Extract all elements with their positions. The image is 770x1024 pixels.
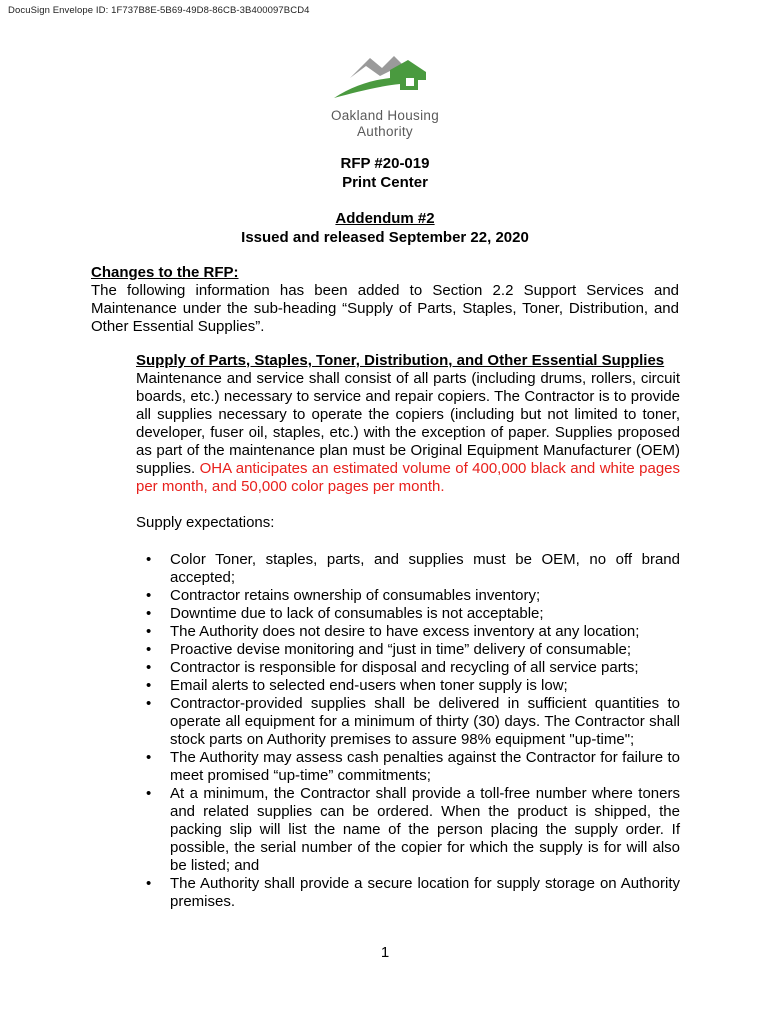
list-item: • At a minimum, the Contractor shall provide a toll-free number where toners and related supplies can be ordered. When the product is shipped, the packing slip will list the name of the person placing the supply order. If possible, the serial number of the copier for which the supply is for will also be listed; and bbox=[146, 785, 680, 874]
changes-paragraph: The following information has been added to Section 2.2 Support Services and Maintenance under the sub-heading “Supply of Parts, Staples, Toner, Distribution, and Other Essential Supplies”. bbox=[91, 282, 679, 335]
changes-heading bbox=[91, 264, 679, 282]
bullet-icon: • bbox=[146, 605, 152, 622]
bullet-icon: • bbox=[146, 587, 152, 604]
bullet-icon: • bbox=[146, 551, 152, 568]
list-item: • Proactive devise monitoring and “just in time” delivery of consumable; bbox=[146, 641, 632, 658]
page-number: 1 bbox=[380, 944, 390, 961]
list-item: • Contractor-provided supplies shall be delivered in sufficient quantities to operate all equipment for a minimum of thirty (30) days. The Contractor shall stock parts on Authority premises to assure 98% equipment "up-time"; bbox=[146, 695, 680, 748]
addendum-heading bbox=[0, 210, 770, 228]
bullet-icon: • bbox=[146, 677, 152, 694]
list-item: • The Authority shall provide a secure location for supply storage on Authority premises. bbox=[146, 875, 680, 910]
issued-date: Issued and released September 22, 2020 bbox=[241, 229, 529, 246]
house-mountain-logo-icon bbox=[332, 52, 438, 104]
bullet-icon: • bbox=[146, 659, 152, 676]
list-item: • Color Toner, staples, parts, and supplies must be OEM, no off brand accepted; bbox=[146, 551, 680, 586]
org-name-line2: Authority bbox=[357, 124, 413, 139]
bullet-icon: • bbox=[146, 785, 152, 802]
bullet-icon: • bbox=[146, 641, 152, 658]
supply-text: Maintenance and service shall consist of all parts (including drums, rollers, circuit boards, etc.) necessary to service and repair copiers. The Contractor is to provide all supplies necessary to operate the copiers (including but not limited to toner, developer, fuser oil, staples, etc.) with the exception of paper. Supplies proposed as part of the maintenance plan must be Original Equipment Manufacturer (OEM) supplies. bbox=[136, 370, 680, 477]
bullet-icon: • bbox=[146, 875, 152, 892]
addendum-label: Addendum #2 bbox=[335, 210, 435, 227]
supply-heading-text: Supply of Parts, Staples, Toner, Distribution, and Other Essential Supplies bbox=[136, 352, 665, 369]
list-item: • Contractor is responsible for disposal and recycling of all service parts; bbox=[146, 659, 639, 676]
bullet-icon: • bbox=[146, 749, 152, 766]
rfp-number: RFP #20-019 bbox=[340, 155, 430, 172]
org-name-line1: Oakland Housing bbox=[330, 108, 440, 123]
oha-logo bbox=[320, 52, 450, 142]
supply-paragraph bbox=[136, 370, 680, 496]
list-item: • Email alerts to selected end-users when toner supply is low; bbox=[146, 677, 568, 694]
list-item: • Downtime due to lack of consumables is not acceptable; bbox=[146, 605, 544, 622]
expectations-list bbox=[136, 551, 680, 911]
supply-volume-highlight: OHA anticipates an estimated volume of 400,000 black and white pages per month, and 50,000 color pages per month. bbox=[136, 460, 681, 495]
list-item: • The Authority does not desire to have excess inventory at any location; bbox=[146, 623, 640, 640]
list-item: • Contractor retains ownership of consumables inventory; bbox=[146, 587, 541, 604]
changes-heading-text: Changes to the RFP: bbox=[91, 264, 239, 281]
expectations-label: Supply expectations: bbox=[136, 514, 275, 531]
supply-heading bbox=[136, 352, 680, 370]
rfp-title: Print Center bbox=[342, 174, 428, 191]
list-item: • The Authority may assess cash penalties against the Contractor for failure to meet promised “up-time” commitments; bbox=[146, 749, 680, 784]
bullet-icon: • bbox=[146, 695, 152, 712]
docusign-envelope-id: DocuSign Envelope ID: 1F737B8E-5B69-49D8-86CB-3B400097BCD4 bbox=[8, 5, 310, 16]
bullet-icon: • bbox=[146, 623, 152, 640]
